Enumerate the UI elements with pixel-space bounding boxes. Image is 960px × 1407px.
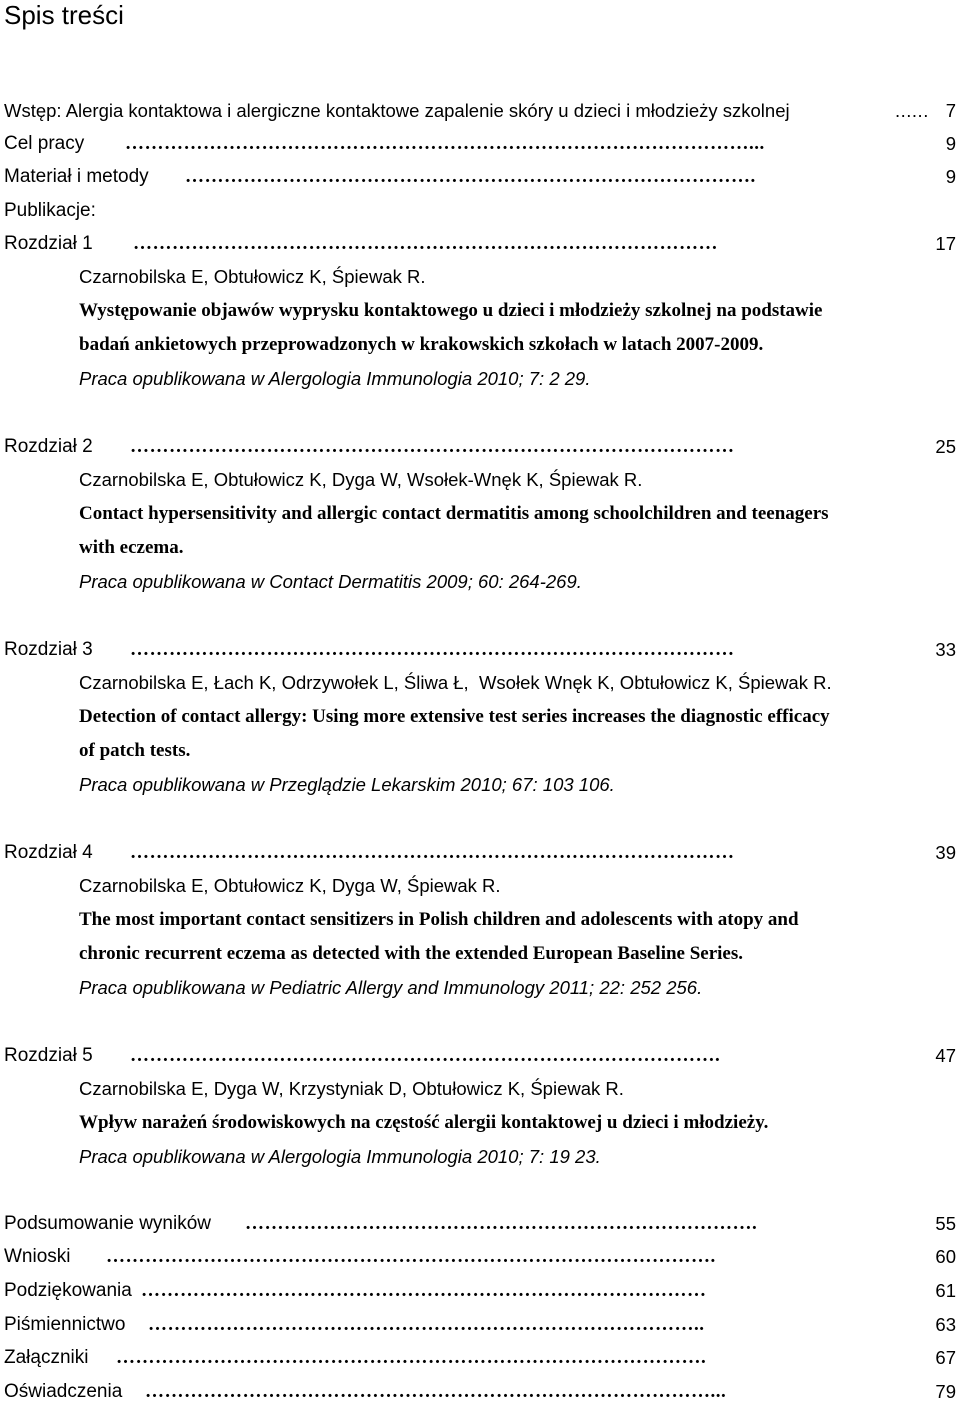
chapter-label: Rozdział 4 [4, 842, 93, 863]
toc-page-number: 7 [945, 100, 956, 121]
chapter-publication: Praca opublikowana w Contact Dermatitis 2009; 60: 264-269. [79, 571, 582, 592]
toc-leader-dots: …………………………………………………………………………………. [106, 1246, 716, 1267]
chapter-authors: Czarnobilska E, Obtułowicz K, Dyga W, Wsołek-Wnęk K, Śpiewak R. [79, 469, 643, 490]
toc-leader-dots: ……………………………………………………………………. [245, 1213, 758, 1234]
toc-entry-label: Podsumowanie wyników [4, 1213, 211, 1234]
toc-page-number: 55 [935, 1213, 956, 1234]
toc-entry-summary[interactable] [0, 1209, 960, 1239]
chapter-1-authors-line [0, 262, 960, 292]
toc-page-number: 61 [935, 1280, 956, 1301]
chapter-3-authors-line [0, 668, 960, 698]
chapter-1-title-line-1 [0, 296, 960, 326]
publications-heading [0, 196, 960, 226]
chapter-title: of patch tests. [79, 740, 191, 761]
chapter-publication: Praca opublikowana w Przeglądzie Lekarskim 2010; 67: 103 106. [79, 774, 615, 795]
toc-page-number: 33 [935, 639, 956, 660]
toc-entry-aim[interactable] [0, 129, 960, 159]
toc-entry-statements[interactable] [0, 1377, 960, 1407]
toc-page-number: 25 [935, 436, 956, 457]
chapter-label: Rozdział 2 [4, 436, 93, 457]
chapter-4-title-line-2 [0, 939, 960, 969]
chapter-2-published-line [0, 567, 960, 597]
toc-page-number: 67 [935, 1347, 956, 1368]
toc-entry-label: Wnioski [4, 1246, 71, 1267]
toc-entry-bibliography[interactable] [0, 1310, 960, 1340]
toc-page-number: 60 [935, 1246, 956, 1267]
chapter-1-title-line-2 [0, 330, 960, 360]
toc-leader-dots: ……………………………………………………………………………… [133, 233, 718, 254]
chapter-publication: Praca opublikowana w Alergologia Immunologia 2010; 7: 19 23. [79, 1146, 601, 1167]
page-title: Spis treści [4, 0, 124, 30]
toc-leader-dots: ……………………………………………………………………………. [185, 166, 756, 187]
toc-entry-chapter-1[interactable] [0, 229, 960, 259]
toc-leader-dots: ………………………………………………………………………………. [130, 1045, 721, 1066]
toc-entry-chapter-2[interactable] [0, 432, 960, 462]
chapter-title: with eczema. [79, 537, 184, 558]
chapter-authors: Czarnobilska E, Obtułowicz K, Dyga W, Śpiewak R. [79, 875, 501, 896]
chapter-3-published-line [0, 770, 960, 800]
toc-leader-dots: ………………………………………………………………………….. [148, 1314, 705, 1335]
toc-entry-label: Podziękowania [4, 1280, 132, 1301]
toc-leader-dots: ………………………………………………………………………………… [130, 436, 735, 457]
chapter-title: Contact hypersensitivity and allergic contact dermatitis among schoolchildren and teenagers [79, 503, 829, 524]
chapter-2-title-line-2 [0, 533, 960, 563]
toc-entry-intro[interactable] [0, 96, 960, 126]
toc-page-number: 9 [945, 133, 956, 154]
chapter-title: The most important contact sensitizers in Polish children and adolescents with atopy and [79, 909, 799, 930]
chapter-publication: Praca opublikowana w Alergologia Immunologia 2010; 7: 2 29. [79, 368, 591, 389]
chapter-5-authors-line [0, 1074, 960, 1104]
chapter-5-published-line [0, 1142, 960, 1172]
toc-entry-label: Załączniki [4, 1347, 89, 1368]
chapter-authors: Czarnobilska E, Łach K, Odrzywołek L, Śliwa Ł, Wsołek Wnęk K, Obtułowicz K, Śpiewak R. [79, 672, 832, 693]
toc-leader-dots: ………………………………………………………………………………… [130, 842, 735, 863]
chapter-1-published-line [0, 364, 960, 394]
chapter-4-authors-line [0, 871, 960, 901]
chapter-title: Detection of contact allergy: Using more extensive test series increases the diagnostic efficacy [79, 706, 830, 727]
toc-entry-label: Piśmiennictwo [4, 1314, 126, 1335]
chapter-authors: Czarnobilska E, Dyga W, Krzystyniak D, Obtułowicz K, Śpiewak R. [79, 1078, 624, 1099]
toc-entry-label: Materiał i metody [4, 166, 149, 187]
chapter-3-title-line-1 [0, 702, 960, 732]
toc-leader-dots: ……………………………………………………………………………………... [125, 133, 765, 154]
chapter-label: Rozdział 5 [4, 1045, 93, 1066]
chapter-title: Występowanie objawów wyprysku kontaktowego u dzieci i młodzieży szkolnej na podstawie [79, 300, 823, 321]
chapter-title: chronic recurrent eczema as detected with the extended European Baseline Series. [79, 943, 744, 964]
chapter-label: Rozdział 1 [4, 233, 93, 254]
toc-leader-dots: ...... [895, 100, 929, 121]
toc-entry-acknowledgements[interactable] [0, 1276, 960, 1306]
toc-page-number: 63 [935, 1314, 956, 1335]
chapter-title: Wpływ narażeń środowiskowych na częstość alergii kontaktowej u dzieci i młodzieży. [79, 1112, 769, 1133]
chapter-4-title-line-1 [0, 905, 960, 935]
toc-entry-label: Oświadczenia [4, 1381, 123, 1402]
chapter-5-title-line-1 [0, 1108, 960, 1138]
toc-entry-conclusions[interactable] [0, 1242, 960, 1272]
toc-entry-chapter-3[interactable] [0, 635, 960, 665]
toc-entry-chapter-5[interactable] [0, 1041, 960, 1071]
toc-leader-dots: ………………………………………………………………………………… [130, 639, 735, 660]
toc-entry-label: Wstęp: Alergia kontaktowa i alergiczne kontaktowe zapalenie skóry u dzieci i młodzieży szkolnej [4, 100, 790, 121]
toc-leader-dots: …………………………………………………………………………… [141, 1280, 707, 1301]
toc-page-number: 9 [945, 166, 956, 187]
toc-page-number: 47 [935, 1045, 956, 1066]
toc-entry-methods[interactable] [0, 162, 960, 192]
toc-entry-appendices[interactable] [0, 1343, 960, 1373]
chapter-4-published-line [0, 973, 960, 1003]
toc-entry-label: Cel pracy [4, 133, 85, 154]
toc-leader-dots: ……………………………………………………………………………... [145, 1381, 727, 1402]
toc-leader-dots: ………………………………………………………………………………. [116, 1347, 707, 1368]
publications-label: Publikacje: [4, 200, 96, 221]
chapter-title: badań ankietowych przeprowadzonych w krakowskich szkołach w latach 2007-2009. [79, 334, 764, 355]
toc-page-number: 17 [935, 233, 956, 254]
chapter-2-title-line-1 [0, 499, 960, 529]
toc-page-number: 79 [935, 1381, 956, 1402]
chapter-label: Rozdział 3 [4, 639, 93, 660]
chapter-2-authors-line [0, 465, 960, 495]
toc-entry-chapter-4[interactable] [0, 838, 960, 868]
toc-page-number: 39 [935, 842, 956, 863]
chapter-publication: Praca opublikowana w Pediatric Allergy and Immunology 2011; 22: 252 256. [79, 977, 703, 998]
chapter-3-title-line-2 [0, 736, 960, 766]
chapter-authors: Czarnobilska E, Obtułowicz K, Śpiewak R. [79, 266, 426, 287]
